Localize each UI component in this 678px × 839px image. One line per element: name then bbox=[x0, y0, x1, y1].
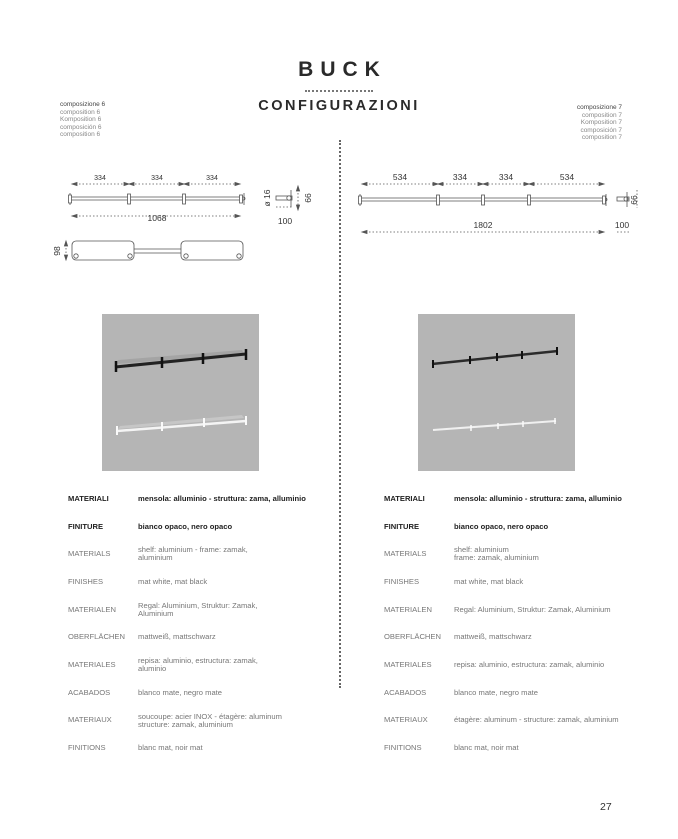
dim-seg1: 334 bbox=[94, 175, 106, 182]
product-photo-composition-6 bbox=[102, 314, 259, 471]
spec-value: Regal: Aluminium, Struktur: Zamak, Aluminium bbox=[138, 601, 258, 619]
dim-seg3: 334 bbox=[206, 175, 218, 182]
brand-title: BUCK bbox=[298, 58, 387, 81]
composition-name: composition 6 bbox=[60, 108, 101, 116]
dim-seg1: 534 bbox=[392, 172, 408, 182]
dim-depth: 66 bbox=[303, 193, 313, 203]
dim-seg2: 334 bbox=[452, 172, 468, 182]
dim-side: 100 bbox=[277, 216, 293, 226]
composition-name: composition 7 bbox=[581, 111, 622, 119]
spec-label: OBERFLÄCHEN bbox=[384, 632, 441, 641]
spec-label: MATERIALS bbox=[68, 549, 111, 558]
spec-label: MATERIALES bbox=[68, 660, 116, 669]
spec-value: soucoupe: acier INOX - étagère: aluminum structure: zamak, aluminium bbox=[138, 712, 282, 730]
spec-value: mat white, mat black bbox=[454, 577, 524, 586]
spec-value: mat white, mat black bbox=[138, 577, 208, 586]
dim-total: 1802 bbox=[473, 220, 493, 230]
spec-label: MATERIALEN bbox=[68, 605, 116, 614]
spec-value: mensola: alluminio - struttura: zama, alluminio bbox=[454, 494, 622, 503]
spec-value: repisa: aluminio, estructura: zamak, aluminio bbox=[138, 656, 258, 674]
spec-label: OBERFLÄCHEN bbox=[68, 632, 125, 641]
spec-label: ACABADOS bbox=[384, 688, 427, 697]
spec-label: FINISHES bbox=[68, 577, 104, 586]
composition-name: composición 6 bbox=[60, 123, 102, 131]
spec-value: mattweiß, mattschwarz bbox=[138, 632, 216, 641]
spec-label: MATERIAUX bbox=[68, 715, 112, 724]
spec-value: bianco opaco, nero opaco bbox=[138, 522, 233, 531]
spec-label: MATERIALI bbox=[384, 494, 425, 503]
dim-seg3: 334 bbox=[498, 172, 514, 182]
spec-value: blanc mat, noir mat bbox=[454, 743, 519, 752]
dim-diameter: ø 16 bbox=[262, 189, 272, 207]
spec-label: MATERIALS bbox=[384, 549, 427, 558]
dim-depth: 66 bbox=[629, 195, 639, 205]
composition-name: composizione 7 bbox=[576, 104, 622, 111]
spec-label: MATERIALI bbox=[68, 494, 109, 503]
page-title: CONFIGURAZIONI bbox=[258, 98, 420, 114]
spec-label: FINISHES bbox=[384, 577, 420, 586]
spec-value: blanco mate, negro mate bbox=[454, 688, 539, 697]
spec-value: mensola: alluminio - struttura: zama, alluminio bbox=[138, 494, 306, 503]
spec-label: FINITURE bbox=[384, 522, 420, 531]
dim-side: 100 bbox=[614, 220, 630, 230]
spec-label: FINITIONS bbox=[68, 743, 106, 752]
dim-total: 1068 bbox=[147, 213, 167, 223]
spec-label: MATERIAUX bbox=[384, 715, 428, 724]
composition-name: composición 7 bbox=[580, 126, 622, 134]
spec-value: mattweiß, mattschwarz bbox=[454, 632, 532, 641]
spec-value: shelf: aluminium frame: zamak, aluminium bbox=[454, 545, 539, 563]
technical-drawing bbox=[0, 0, 678, 300]
spec-label: MATERIALES bbox=[384, 660, 432, 669]
composition-name: composition 6 bbox=[60, 131, 101, 139]
composition-name: composition 7 bbox=[581, 134, 622, 142]
spec-value: étagère: aluminum - structure: zamak, aluminium bbox=[454, 715, 619, 724]
spec-value: bianco opaco, nero opaco bbox=[454, 522, 549, 531]
spec-value: blanc mat, noir mat bbox=[138, 743, 203, 752]
spec-label: FINITURE bbox=[68, 522, 104, 531]
product-photo-composition-7 bbox=[418, 314, 575, 471]
spec-value: shelf: aluminium - frame: zamak, aluminium bbox=[138, 545, 248, 563]
spec-label: MATERIALEN bbox=[384, 605, 432, 614]
page-number: 27 bbox=[600, 801, 612, 813]
composition-name: composizione 6 bbox=[60, 101, 106, 108]
spec-value: repisa: aluminio, estructura: zamak, aluminio bbox=[454, 660, 605, 669]
spec-label: ACABADOS bbox=[68, 688, 111, 697]
spec-value: Regal: Aluminium, Struktur: Zamak, Aluminium bbox=[454, 605, 611, 614]
dim-seg2: 334 bbox=[151, 175, 163, 182]
composition-name: Komposition 6 bbox=[60, 116, 102, 124]
spec-value: blanco mate, negro mate bbox=[138, 688, 223, 697]
composition-name: Komposition 7 bbox=[580, 119, 622, 127]
dim-seg4: 534 bbox=[559, 172, 575, 182]
spec-label: FINITIONS bbox=[384, 743, 422, 752]
dim-height: 98 bbox=[52, 246, 62, 256]
